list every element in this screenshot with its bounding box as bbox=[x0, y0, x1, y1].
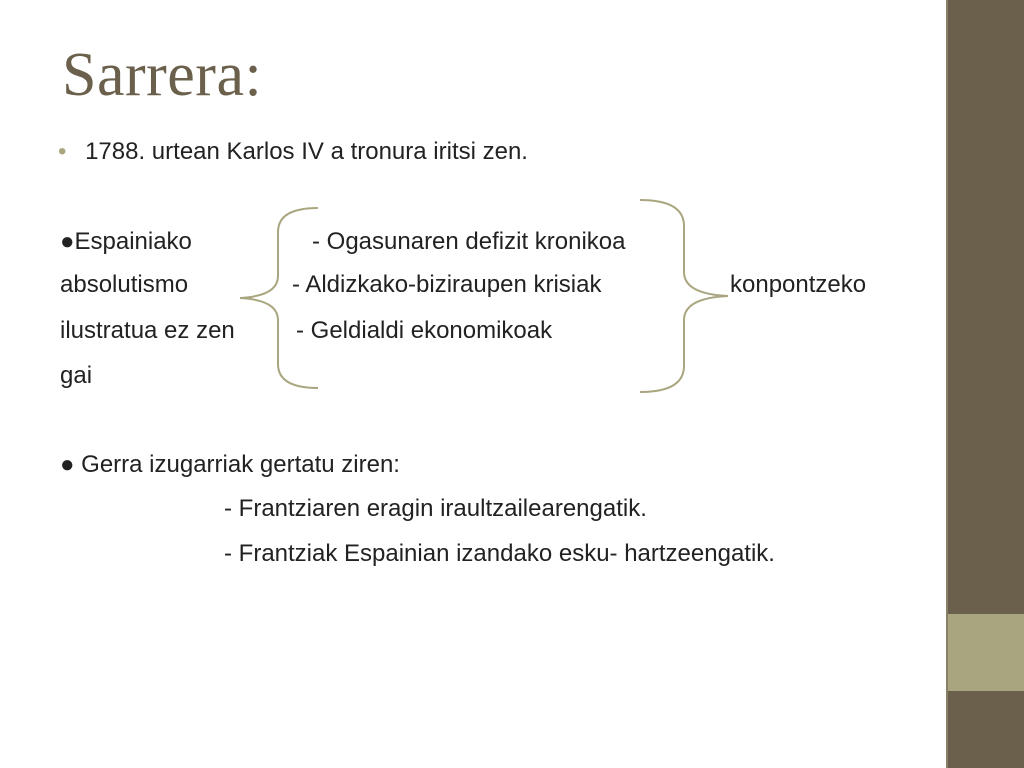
bullet-2-item-2: - Frantziak Espainian izandako esku- hartzeengatik. bbox=[224, 540, 775, 567]
right-text: konpontzeko bbox=[730, 271, 867, 298]
middle-item-3: - Geldialdi ekonomikoak bbox=[296, 317, 553, 344]
left-block-line-2: absolutismo bbox=[60, 271, 189, 298]
middle-item-2: - Aldizkako-biziraupen krisiak bbox=[292, 271, 602, 298]
bullet-line-1 bbox=[58, 138, 528, 166]
bullet-2-item-1: - Frantziaren eragin iraultzailearengatik. bbox=[224, 495, 647, 522]
bullet-heading-2: ● Gerra izugarriak gertatu ziren: bbox=[60, 451, 400, 478]
slide-title: Sarrera: bbox=[62, 41, 263, 109]
bullet-marker: • bbox=[58, 138, 67, 165]
middle-item-1: - Ogasunaren defizit kronikoa bbox=[312, 228, 626, 255]
right-brace bbox=[640, 200, 728, 392]
left-block-line-4: gai bbox=[60, 362, 93, 389]
bullet-text-1: 1788. urtean Karlos IV a tronura iritsi zen. bbox=[85, 138, 528, 165]
left-block-line-1: ●Espainiako bbox=[60, 228, 192, 255]
left-block-line-3: ilustratua ez zen bbox=[60, 317, 235, 344]
sidebar-accent-block bbox=[948, 614, 1024, 691]
